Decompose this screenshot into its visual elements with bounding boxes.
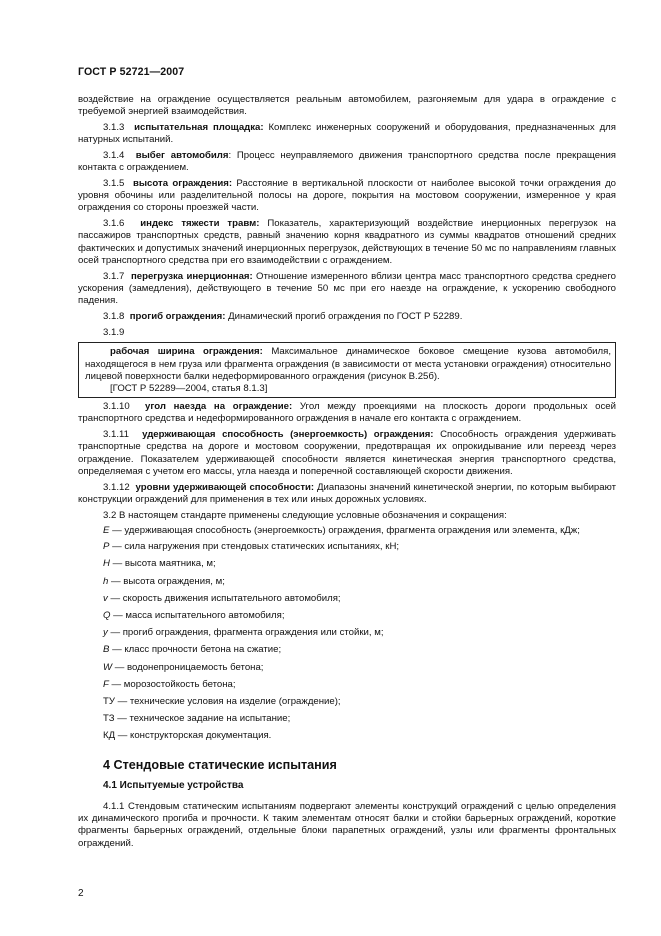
symbol-item: [103, 593, 616, 605]
definition-term: индекс тяжести травм:: [140, 218, 260, 230]
symbol-letter: h: [103, 575, 109, 587]
definition-number: 3.1.5: [103, 178, 125, 189]
symbol-item: [103, 576, 616, 588]
symbols-intro: 3.2 В настоящем стандарте применены следующие условные обозначения и сокращения:: [103, 509, 507, 521]
symbol-item: [103, 644, 616, 656]
definition-text: Комплекс инженерных сооружений и оборудования, предназначенных для натурных испытаний.: [78, 122, 616, 146]
symbol-letter: P: [103, 541, 110, 553]
symbol-letter: Q: [103, 610, 111, 622]
definition-term: прогиб ограждения:: [129, 310, 226, 322]
symbol-item: [103, 662, 616, 674]
symbol-letter: H: [103, 558, 110, 570]
definition-text: Динамический прогиб ограждения по ГОСТ Р 52289.: [225, 310, 463, 322]
definition-text: Угол между проекциями на плоскость дороги продольных осей транспортного средства и недеформированного ограждения в начале его контакта с ограждением.: [78, 401, 616, 425]
symbol-letter: v: [103, 592, 108, 604]
symbol-text: — морозостойкость бетона;: [108, 678, 236, 690]
symbol-text: — высота ограждения, м;: [108, 575, 225, 587]
symbol-text: — скорость движения испытательного автомобиля;: [107, 592, 341, 604]
symbol-text: — масса испытательного автомобиля;: [110, 610, 285, 622]
definition-term: перегрузка инерционная:: [130, 270, 253, 282]
symbol-item: [103, 610, 616, 622]
definition-term: рабочая ширина ограждения:: [110, 346, 263, 358]
definition-term: удерживающая способность (энергоемкость) ограждения:: [142, 429, 434, 441]
symbol-text: — высота маятника, м;: [109, 558, 216, 570]
symbol-letter: y: [103, 627, 108, 639]
definition-text: Расстояние в вертикальной плоскости от наиболее высокой точки ограждения до уровня обочины или разделительной полосы на дороге, покрытия на мостовом сооружении, измеренное у края ограждения со стороны проезжей части.: [78, 178, 617, 214]
definition-3-1-4: [78, 150, 616, 174]
document-body: [78, 94, 616, 853]
definition-term: высота ограждения:: [132, 178, 233, 189]
symbol-item: [103, 558, 616, 570]
symbol-item: [78, 525, 616, 537]
section-paragraph: 4.1.1 Стендовым статическим испытаниям подвергают элементы конструкций ограждений с целью определения их динамического прогиба и прочности. К таким элементам относят балки и стойки барьерных ограждений, короткие фрагменты барьерных ограждений, отдельные блоки парапетных ограждений, узлы или фрагменты фронтальных ограждений.: [78, 801, 616, 849]
definition-term: угол наезда на ограждение:: [145, 401, 293, 413]
symbol-letter: B: [103, 644, 110, 656]
definition-text: Отношение измеренного вблизи центра масс транспортного средства среднего ускорения (замедления), действующего в течение 50 мс при его наезде на ограждение, к ускорению свободного падения.: [78, 270, 616, 307]
definition-number: 3.1.6: [103, 218, 125, 230]
symbol-text: — прогиб ограждения, фрагмента ограждения или стойки, м;: [107, 627, 384, 639]
symbol-item: [103, 541, 616, 553]
symbol-item: [103, 627, 616, 639]
definition-number: 3.1.12: [103, 481, 130, 493]
definition-text: Показатель, характеризующий воздействие инерционных перегрузок на пассажиров транспортных средств, равный значению корня квадратного из суммы квадратов отношений средних фактических и допустимых значений инерционных перегрузок, действующих в течение 50 мс по направлениям главных осей транспортного средства при его взаимодействии с ограждением.: [78, 218, 616, 266]
definition-term: уровни удерживающей способности:: [135, 481, 315, 493]
definition-number: 3.1.7: [103, 270, 125, 282]
definitions-list-2: [78, 401, 616, 506]
definition-3-1-5: [78, 178, 616, 215]
definition-3-1-9: [85, 346, 611, 383]
definition-number: 3.1.8: [103, 310, 125, 322]
symbol-text: — класс прочности бетона на сжатие;: [109, 644, 282, 656]
definition-text: Максимальное динамическое боковое смещение кузова автомобиля, находящегося в нем груза или фрагмента ограждения (в зависимости от места установки ограждения) относительно лицевой поверхности балки недеформированного ограждения (рисунок В.25б).: [85, 346, 612, 382]
definition-3-1-11: [78, 429, 616, 478]
definition-text: : Процесс неуправляемого движения транспортного средства после прекращения контакта с ограждением.: [78, 150, 616, 174]
definition-3-1-6: [78, 218, 616, 267]
symbol-item: [103, 679, 616, 691]
definition-number: 3.1.10: [103, 401, 130, 413]
definition-3-1-9-number: 3.1.9: [103, 326, 125, 338]
definition-reference: [ГОСТ Р 52289—2004, статья 8.1.3]: [110, 383, 268, 395]
page-number: 2: [78, 888, 84, 899]
definition-3-1-3: [78, 122, 616, 146]
definition-text: Диапазоны значений кинетической энергии, по которым выбирают конструкции ограждений для применения в тех или иных дорожных условиях.: [78, 481, 616, 505]
definition-text: Способность ограждения удерживать транспортные средства на дороге и мостовом сооружении, предотвращая их опрокидывание или переезд через ограждение. Показателем удерживающей способности является кинетическая энергия транспортного средства, определяемая с учетом его массы, угла наезда и поперечной составляющей скорости движения.: [78, 429, 616, 477]
definition-number: 3.1.4: [103, 150, 125, 161]
subsection-heading: 4.1 Испытуемые устройства: [103, 779, 244, 791]
symbol-text: — водонепроницаемость бетона;: [112, 661, 264, 673]
definition-number: 3.1.11: [103, 429, 129, 441]
definition-3-1-7: [78, 271, 616, 308]
symbol-letter: W: [103, 661, 113, 673]
definition-3-1-12: [78, 482, 616, 506]
definition-term: выбег автомобиля: [135, 150, 229, 161]
definition-number: 3.1.3: [103, 122, 125, 133]
document-header: ГОСТ Р 52721—2007: [78, 66, 185, 78]
symbol-letter: F: [103, 678, 109, 690]
symbol-letter: E: [103, 525, 110, 537]
definitions-list: [78, 122, 616, 323]
definition-term: испытательная площадка:: [134, 122, 264, 133]
intro-paragraph: воздействие на ограждение осуществляется реальным автомобилем, разгоняемым для удара в ограждение с требуемой энергией взаимодействия.: [78, 94, 616, 118]
symbol-text: — сила нагружения при стендовых статических испытаниях, кН;: [109, 541, 400, 553]
definition-3-1-8: [78, 311, 616, 323]
abbreviation-item: ТУ — технические условия на изделие (ограждение);: [103, 696, 341, 708]
definition-3-1-10: [78, 401, 616, 425]
definition-3-1-9-box: [78, 342, 616, 398]
section-heading: 4 Стендовые статические испытания: [103, 757, 337, 772]
abbreviation-item: КД — конструкторская документация.: [103, 730, 272, 742]
symbol-text: — удерживающая способность (энергоемкость) ограждения, фрагмента ограждения или элемента, кДж;: [109, 525, 580, 537]
abbreviation-item: ТЗ — техническое задание на испытание;: [103, 713, 291, 725]
symbols-list: [78, 525, 616, 742]
